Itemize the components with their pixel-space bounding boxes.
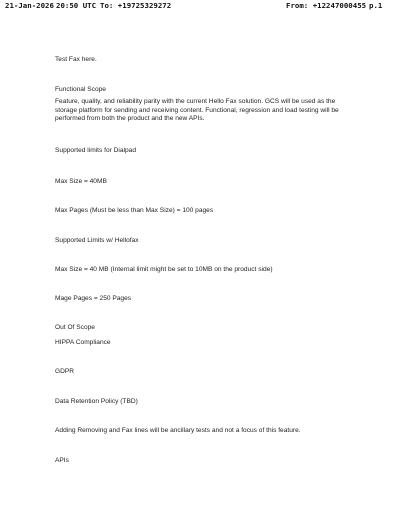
dialpad-limits-heading: Supported limits for Dialpad	[55, 147, 136, 154]
hellofax-max-size: Max Size = 40 MB (Internal limit might be set to 10MB on the product side)	[55, 266, 273, 273]
hellofax-limits-heading: Supported Limits w/ Hellofax	[55, 237, 139, 244]
out-of-scope-heading: Out Of Scope	[55, 324, 95, 331]
functional-scope-paragraph: Feature, quality, and reliability parity with the current Hello Fax solution. GCS will be used as the storage platform for sending and receiving content. Functional, regression and load testing will be performed from both the product and the new APIs.	[55, 98, 339, 123]
ancillary-note: Adding Removing and Fax lines will be ancillary tests and not a focus of this feature.	[55, 427, 301, 434]
fax-time: 20:50 UTC	[56, 1, 97, 10]
fax-transmission-header	[0, 0, 400, 12]
fax-page-number: p.1	[369, 1, 383, 10]
dialpad-max-pages: Max Pages (Must be less than Max Size) = 100 pages	[55, 207, 214, 214]
hellofax-max-pages: Mage Pages = 250 Pages	[55, 295, 132, 302]
fax-from-number: From: +12247000455	[286, 1, 367, 10]
out-of-scope-hippa: HIPPA Compliance	[55, 339, 111, 346]
fax-to-number: To: +19725329272	[100, 1, 172, 10]
apis-heading: APIs	[55, 457, 69, 464]
fax-date: 21-Jan-2026	[5, 1, 54, 10]
dialpad-max-size: Max Size = 40MB	[55, 178, 107, 185]
functional-scope-heading: Functional Scope	[55, 86, 106, 93]
out-of-scope-retention: Data Retention Policy (TBD)	[55, 398, 138, 405]
intro-text: Test Fax here.	[55, 56, 97, 63]
out-of-scope-gdpr: GDPR	[55, 368, 75, 375]
